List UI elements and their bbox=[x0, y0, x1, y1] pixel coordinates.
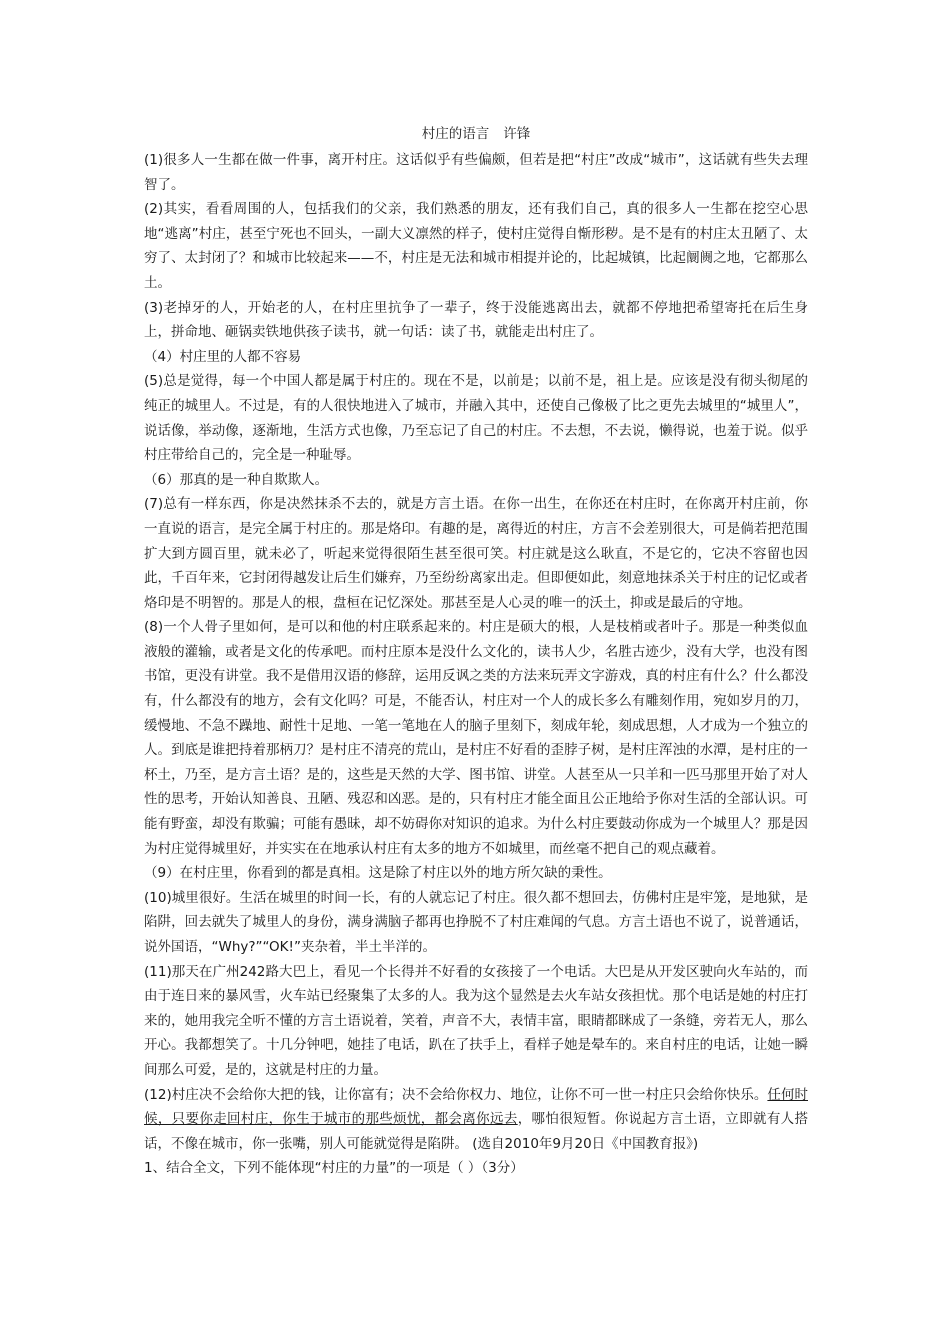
paragraph-2: (2)其实，看看周围的人，包括我们的父亲，我们熟悉的朋友，还有我们自己，真的很多人一生都在挖空心思地“逃离”村庄，甚至宁死也不回头，一副大义凛然的样子，使村庄觉得自惭形秽。是不是有的村庄太丑陋了、太穷了、太封闭了？和城市比较起来——不，村庄是无法和城市相提并论的，比起城镇，比起阛阓之地，它都那么土。 bbox=[144, 201, 808, 291]
paragraph-9: （9）在村庄里，你看到的都是真相。这是除了村庄以外的地方所欠缺的秉性。 bbox=[144, 865, 612, 882]
paragraph-12 bbox=[144, 1083, 808, 1157]
paragraph-8: (8)一个人骨子里如何，是可以和他的村庄联系起来的。村庄是硕大的根，人是枝梢或者叶子。那是一种类似血液般的灌输，或者是文化的传承吧。而村庄原本是没什么文化的，读书人少，名胜古迹少，没有大学，也没有图书馆，更没有讲堂。我不是借用汉语的修辞，运用反讽之类的方法来玩弄文字游戏，真的村庄有什么？什么都没有，什么都没有的地方，会有文化吗？可是，不能否认，村庄对一个人的成长多么有雕刻作用，宛如岁月的刀，缓慢地、不急不躁地、耐性十足地、一笔一笔地在人的脑子里刻下，刻成年轮，刻成思想，人才成为一个独立的人。到底是谁把持着那柄刀？是村庄不清亮的荒山，是村庄不好看的歪脖子树，是村庄浑浊的水潭，是村庄的一杯土，乃至，是方言土语？是的，这些是天然的大学、图书馆、讲堂。人甚至从一只羊和一匹马那里开始了对人性的思考，开始认知善良、丑陋、残忍和凶恶。是的，只有村庄才能全面且公正地给予你对生活的全部认识。可能有野蛮，却没有欺骗；可能有愚昧，却不妨碍你对知识的追求。为什么村庄要鼓动你成为一个城里人？那是因为村庄觉得城里好，并实实在在地承认村庄有太多的地方不如城里，而丝毫不把自己的观点藏着。 bbox=[144, 619, 808, 857]
article-title-line bbox=[144, 122, 808, 146]
paragraph-5: (5)总是觉得，每一个中国人都是属于村庄的。现在不是，以前是；以前不是，祖上是。应该是没有彻头彻尾的纯正的城里人。不过是，有的人很快地进入了城市，并融入其中，还使自己像极了比之更先去城里的“城里人”，说话像，举动像，逐渐地，生活方式也像，乃至忘记了自己的村庄。不去想，不去说，懒得说，也羞于说。似乎村庄带给自己的，完全是一种耻辱。 bbox=[144, 373, 808, 464]
article-title: 村庄的语言 bbox=[421, 126, 490, 142]
paragraph-12-start: (12)村庄决不会给你大把的钱，让你富有；决不会给你权力、地位，让你不可一世一村庄只会给你快乐。 bbox=[144, 1086, 768, 1103]
underlined-sentence: 任何时候，只要你走回村庄，你生于城市的那些烦忧，都会离你远去 bbox=[144, 1086, 808, 1128]
paragraph-12-end: ，哪怕很短暂。你说起方言土语，立即就有人搭话，不像在城市，你一张嘴，别人可能就觉得是陷阱。 (选自2010年9月20日《中国教育报》) bbox=[144, 1111, 809, 1152]
paragraph-1: (1)很多人一生都在做一件事，离开村庄。这话似乎有些偏颇，但若是把“村庄”改成“城市”，这话就有些失去理智了。 bbox=[144, 152, 808, 193]
paragraph-4: （4）村庄里的人都不容易 bbox=[144, 348, 302, 365]
paragraph-3: (3)老掉牙的人，开始老的人，在村庄里抗争了一辈子，终于没能逃离出去，就都不停地把希望寄托在后生身上，拼命地、砸锅卖铁地供孩子读书，就一句话：读了书，就能走出村庄了。 bbox=[144, 299, 808, 341]
question-1: 1、结合全文，下列不能体现“村庄的力量”的一项是（ ）（3分） bbox=[144, 1160, 524, 1177]
paragraph-7: (7)总有一样东西，你是决然抹杀不去的，就是方言土语。在你一出生，在你还在村庄时，在你离开村庄前，你一直说的语言，是完全属于村庄的。那是烙印。有趣的是，离得近的村庄，方言不会差别很大，可是倘若把范围扩大到方圆百里，就未必了，听起来觉得很陌生甚至很可笑。村庄就是这么耿直，不是它的，它决不容留也因此，千百年来，它封闭得越发让后生们嫌弃，乃至纷纷离家出走。但即便如此，刻意地抹杀关于村庄的记忆或者烙印是不明智的。那是人的根，盘桓在记忆深处。那甚至是人心灵的唯一的沃土，抑或是最后的守地。 bbox=[144, 496, 808, 611]
document-page bbox=[144, 122, 808, 1181]
paragraph-11: (11)那天在广州242路大巴上，看见一个长得并不好看的女孩接了一个电话。大巴是从开发区驶向火车站的，而由于连日来的暴风雪，火车站已经聚集了太多的人。我为这个显然是去火车站女孩担忧。那个电话是她的村庄打来的，她用我完全听不懂的方言土语说着，笑着，声音不大，表情丰富，眼睛都眯成了一条缝，旁若无人，那么开心。我都想笑了。十几分钟吧，她挂了电话，趴在了扶手上，看样子她是晕车的。来自村庄的电话，让她一瞬间那么可爱，是的，这就是村庄的力量。 bbox=[144, 963, 808, 1078]
paragraph-6: （6）那真的是一种自欺欺人。 bbox=[144, 471, 329, 488]
paragraph-10: (10)城里很好。生活在城里的时间一长，有的人就忘记了村庄。很久都不想回去，仿佛村庄是牢笼，是地狱，是陷阱，回去就失了城里人的身份，满身满脑子都再也挣脱不了村庄难闻的气息。方言土语也不说了，说普通话，说外国语，“Why?”“OK!”夹杂着，半土半洋的。 bbox=[144, 889, 808, 955]
article-author: 许锋 bbox=[503, 126, 531, 142]
